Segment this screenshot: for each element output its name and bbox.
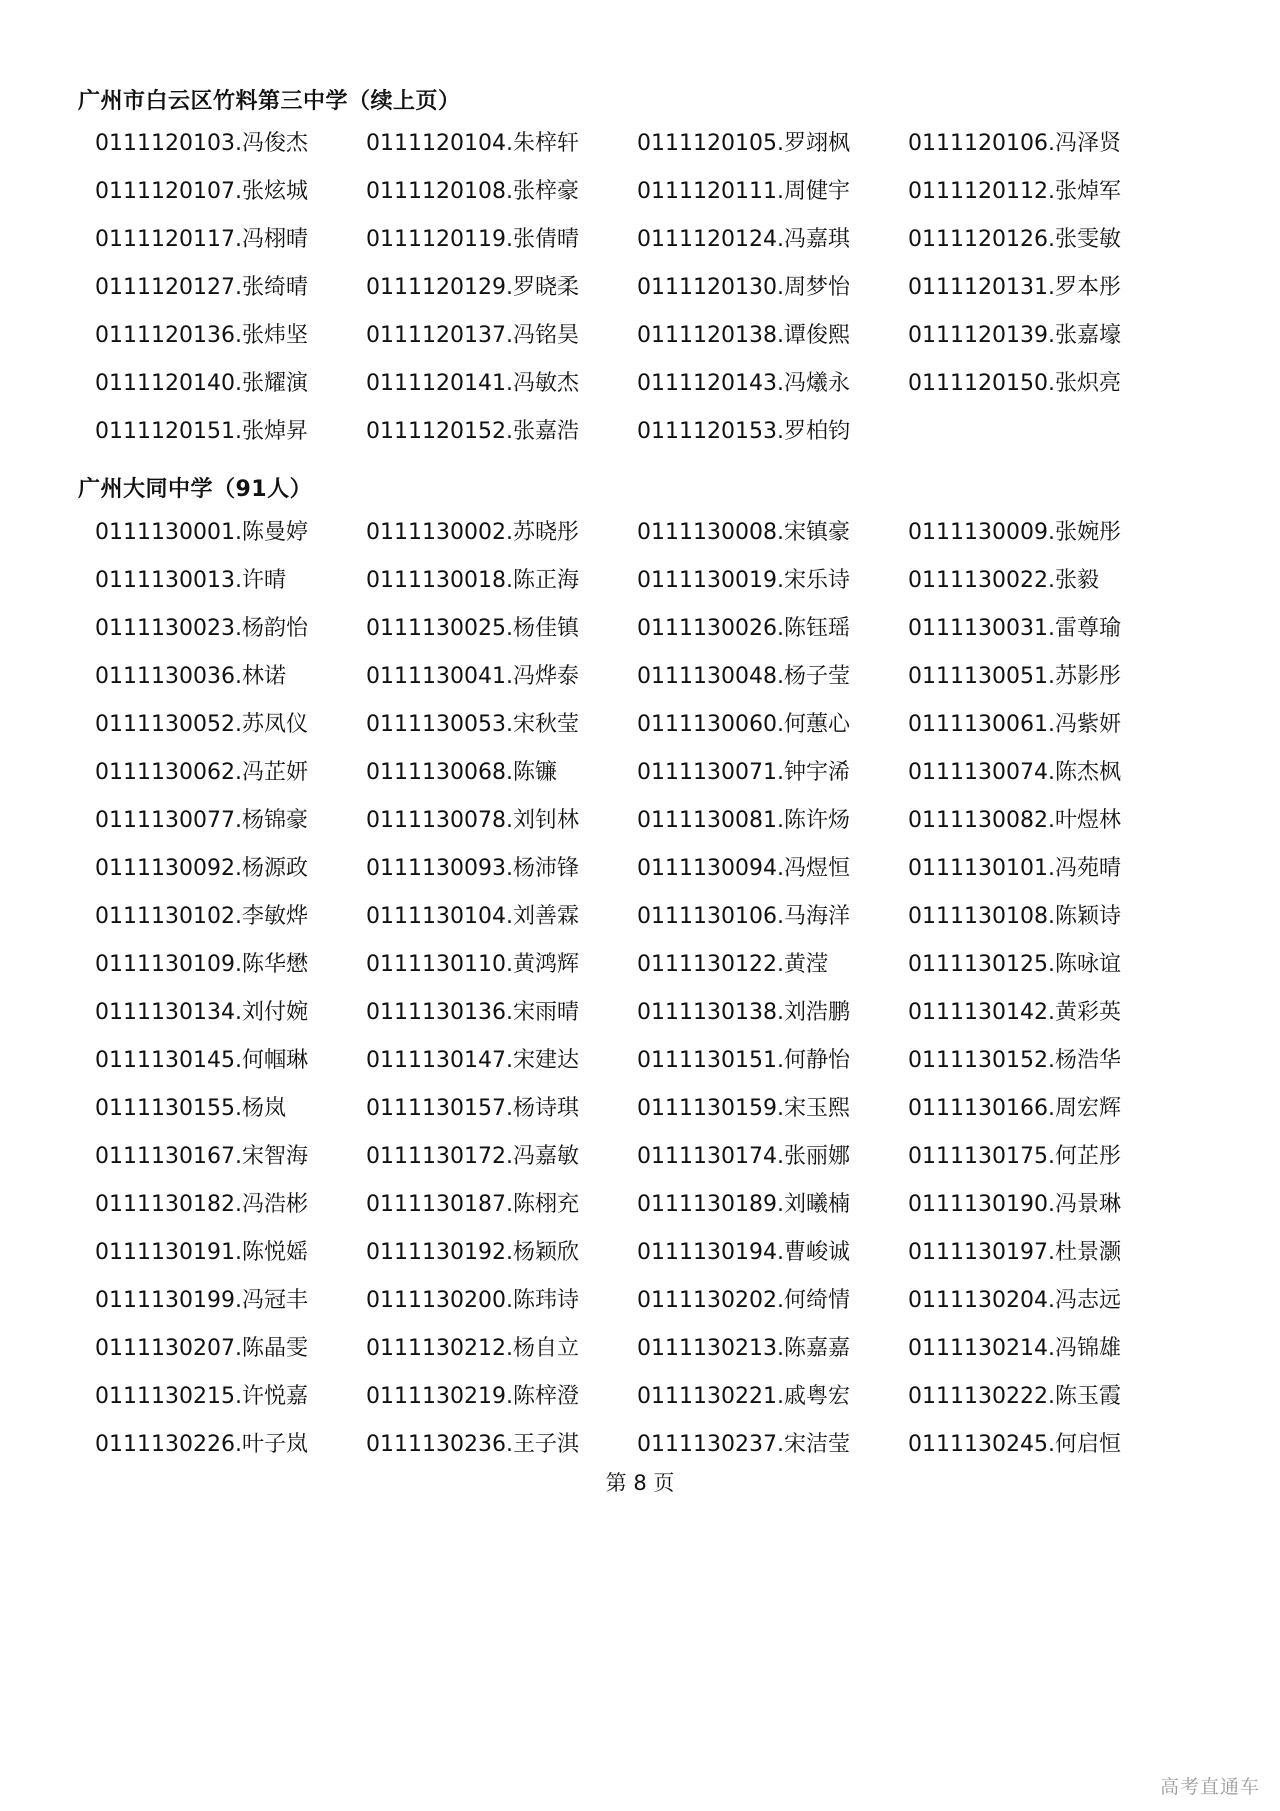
page-number: 第 8 页 bbox=[605, 1471, 675, 1495]
student-entry: 0111130219.陈梓澄 bbox=[366, 1383, 579, 1409]
student-entry: 0111130081.陈许炀 bbox=[637, 807, 850, 833]
student-entry: 0111130109.陈华懋 bbox=[95, 951, 308, 977]
student-entry: 0111130052.苏凤仪 bbox=[95, 711, 308, 737]
student-entry: 0111130051.苏影彤 bbox=[908, 663, 1121, 689]
student-entry: 0111130110.黄鸿辉 bbox=[366, 951, 579, 977]
section-title-datong: 广州大同中学（91人） bbox=[78, 477, 313, 502]
student-entry: 0111120139.张嘉壕 bbox=[908, 322, 1121, 348]
student-entry: 0111130074.陈杰枫 bbox=[908, 759, 1121, 785]
student-entry: 0111120131.罗本彤 bbox=[908, 274, 1121, 300]
student-entry: 0111130036.林诺 bbox=[95, 663, 286, 689]
student-entry: 0111130189.刘曦楠 bbox=[637, 1191, 850, 1217]
student-entry: 0111130214.冯锦雄 bbox=[908, 1335, 1121, 1361]
student-entry: 0111130194.曹峻诚 bbox=[637, 1239, 850, 1265]
student-entry: 0111130159.宋玉熙 bbox=[637, 1095, 850, 1121]
student-entry: 0111130002.苏晓彤 bbox=[366, 519, 579, 545]
student-entry: 0111130031.雷尊瑜 bbox=[908, 615, 1121, 641]
student-list-zhuliao-no3 bbox=[95, 117, 1215, 453]
table-row bbox=[95, 650, 1215, 698]
student-entry: 0111130147.宋建达 bbox=[366, 1047, 579, 1073]
table-row bbox=[95, 1130, 1215, 1178]
student-entry: 0111130221.戚粤宏 bbox=[637, 1383, 850, 1409]
table-row bbox=[95, 117, 1215, 165]
student-entry: 0111130197.杜景灏 bbox=[908, 1239, 1121, 1265]
section-title-zhuliao-no3: 广州市白云区竹料第三中学（续上页） bbox=[78, 89, 461, 114]
student-entry: 0111130019.宋乐诗 bbox=[637, 567, 850, 593]
student-entry: 0111120136.张炜坚 bbox=[95, 322, 308, 348]
student-entry: 0111120107.张炫城 bbox=[95, 178, 308, 204]
student-entry: 0111130207.陈晶雯 bbox=[95, 1335, 308, 1361]
table-row bbox=[95, 938, 1215, 986]
student-entry: 0111130145.何帼琳 bbox=[95, 1047, 308, 1073]
student-entry: 0111120152.张嘉浩 bbox=[366, 418, 579, 444]
student-entry: 0111130190.冯景琳 bbox=[908, 1191, 1121, 1217]
table-row bbox=[95, 213, 1215, 261]
table-row bbox=[95, 554, 1215, 602]
student-entry: 0111120141.冯敏杰 bbox=[366, 370, 579, 396]
student-list-datong bbox=[95, 506, 1215, 1466]
table-row bbox=[95, 1418, 1215, 1466]
student-entry: 0111130192.杨颖欣 bbox=[366, 1239, 579, 1265]
student-entry: 0111130155.杨岚 bbox=[95, 1095, 286, 1121]
student-entry: 0111120138.谭俊熙 bbox=[637, 322, 850, 348]
table-row bbox=[95, 602, 1215, 650]
student-entry: 0111120103.冯俊杰 bbox=[95, 130, 308, 156]
student-entry: 0111120105.罗翊枫 bbox=[637, 130, 850, 156]
student-entry: 0111130013.许晴 bbox=[95, 567, 286, 593]
student-entry: 0111130104.刘善霖 bbox=[366, 903, 579, 929]
student-entry: 0111130202.何绮情 bbox=[637, 1287, 850, 1313]
student-entry: 0111120111.周健宇 bbox=[637, 178, 850, 204]
table-row bbox=[95, 357, 1215, 405]
student-entry: 0111130172.冯嘉敏 bbox=[366, 1143, 579, 1169]
student-entry: 0111130200.陈玮诗 bbox=[366, 1287, 579, 1313]
table-row bbox=[95, 1082, 1215, 1130]
student-entry: 0111130094.冯煜恒 bbox=[637, 855, 850, 881]
student-entry: 0111130213.陈嘉嘉 bbox=[637, 1335, 850, 1361]
table-row bbox=[95, 165, 1215, 213]
student-entry: 0111130026.陈钰瑶 bbox=[637, 615, 850, 641]
student-entry: 0111130101.冯苑晴 bbox=[908, 855, 1121, 881]
student-entry: 0111130048.杨子莹 bbox=[637, 663, 850, 689]
student-entry: 0111130182.冯浩彬 bbox=[95, 1191, 308, 1217]
student-entry: 0111130136.宋雨晴 bbox=[366, 999, 579, 1025]
student-entry: 0111130061.冯紫妍 bbox=[908, 711, 1121, 737]
student-entry: 0111130222.陈玉霞 bbox=[908, 1383, 1121, 1409]
student-entry: 0111130152.杨浩华 bbox=[908, 1047, 1121, 1073]
table-row bbox=[95, 1034, 1215, 1082]
student-entry: 0111130092.杨源政 bbox=[95, 855, 308, 881]
student-entry: 0111120117.冯栩晴 bbox=[95, 226, 308, 252]
student-entry: 0111130018.陈正海 bbox=[366, 567, 579, 593]
student-entry: 0111130009.张婉彤 bbox=[908, 519, 1121, 545]
student-entry: 0111130199.冯冠丰 bbox=[95, 1287, 308, 1313]
student-entry: 0111130062.冯芷妍 bbox=[95, 759, 308, 785]
table-row bbox=[95, 842, 1215, 890]
student-entry: 0111130053.宋秋莹 bbox=[366, 711, 579, 737]
student-entry: 0111130187.陈栩充 bbox=[366, 1191, 579, 1217]
student-entry: 0111130071.钟宇浠 bbox=[637, 759, 850, 785]
table-row bbox=[95, 261, 1215, 309]
table-row bbox=[95, 890, 1215, 938]
table-row bbox=[95, 506, 1215, 554]
student-entry: 0111130093.杨沛锋 bbox=[366, 855, 579, 881]
student-entry: 0111120127.张绮晴 bbox=[95, 274, 308, 300]
student-entry: 0111130108.陈颖诗 bbox=[908, 903, 1121, 929]
student-entry: 0111120119.张倩晴 bbox=[366, 226, 579, 252]
student-entry: 0111130106.马海洋 bbox=[637, 903, 850, 929]
student-entry: 0111130060.何蕙心 bbox=[637, 711, 850, 737]
table-row bbox=[95, 698, 1215, 746]
student-entry: 0111130078.刘钊林 bbox=[366, 807, 579, 833]
table-row bbox=[95, 309, 1215, 357]
student-entry: 0111130023.杨韵怡 bbox=[95, 615, 308, 641]
student-entry: 0111130022.张毅 bbox=[908, 567, 1099, 593]
student-entry: 0111130157.杨诗琪 bbox=[366, 1095, 579, 1121]
student-entry: 0111130025.杨佳镇 bbox=[366, 615, 579, 641]
student-entry: 0111120143.冯爔永 bbox=[637, 370, 850, 396]
student-entry: 0111130236.王子淇 bbox=[366, 1431, 579, 1457]
student-entry: 0111130245.何启恒 bbox=[908, 1431, 1121, 1457]
student-entry: 0111130174.张丽娜 bbox=[637, 1143, 850, 1169]
table-row bbox=[95, 794, 1215, 842]
student-entry: 0111120106.冯泽贤 bbox=[908, 130, 1121, 156]
table-row bbox=[95, 1322, 1215, 1370]
table-row bbox=[95, 405, 1215, 453]
student-entry: 0111120108.张梓豪 bbox=[366, 178, 579, 204]
student-entry: 0111130167.宋智海 bbox=[95, 1143, 308, 1169]
student-entry: 0111120104.朱梓轩 bbox=[366, 130, 579, 156]
student-entry: 0111130102.李敏烨 bbox=[95, 903, 308, 929]
student-entry: 0111120153.罗柏钧 bbox=[637, 418, 850, 444]
student-entry: 0111130001.陈曼婷 bbox=[95, 519, 308, 545]
student-entry: 0111130212.杨自立 bbox=[366, 1335, 579, 1361]
student-entry: 0111130204.冯志远 bbox=[908, 1287, 1121, 1313]
table-row bbox=[95, 1370, 1215, 1418]
table-row bbox=[95, 986, 1215, 1034]
student-entry: 0111130082.叶煜林 bbox=[908, 807, 1121, 833]
table-row bbox=[95, 1226, 1215, 1274]
student-entry: 0111130237.宋洁莹 bbox=[637, 1431, 850, 1457]
student-entry: 0111130125.陈咏谊 bbox=[908, 951, 1121, 977]
student-entry: 0111120150.张炽亮 bbox=[908, 370, 1121, 396]
student-entry: 0111120112.张焯军 bbox=[908, 178, 1121, 204]
table-row bbox=[95, 1274, 1215, 1322]
student-entry: 0111130142.黄彩英 bbox=[908, 999, 1121, 1025]
student-entry: 0111130008.宋镇豪 bbox=[637, 519, 850, 545]
student-entry: 0111130151.何静怡 bbox=[637, 1047, 850, 1073]
student-entry: 0111130068.陈镰 bbox=[366, 759, 557, 785]
student-entry: 0111130138.刘浩鹏 bbox=[637, 999, 850, 1025]
student-entry: 0111130041.冯烨泰 bbox=[366, 663, 579, 689]
student-entry: 0111120124.冯嘉琪 bbox=[637, 226, 850, 252]
student-entry: 0111130134.刘付婉 bbox=[95, 999, 308, 1025]
student-entry: 0111120129.罗晓柔 bbox=[366, 274, 579, 300]
student-entry: 0111120130.周梦怡 bbox=[637, 274, 850, 300]
student-entry: 0111130122.黄滢 bbox=[637, 951, 828, 977]
student-entry: 0111120151.张焯昇 bbox=[95, 418, 308, 444]
student-entry: 0111130226.叶子岚 bbox=[95, 1431, 308, 1457]
student-entry: 0111130215.许悦嘉 bbox=[95, 1383, 308, 1409]
watermark: 高考直通车 bbox=[1159, 1776, 1260, 1798]
student-entry: 0111130175.何芷彤 bbox=[908, 1143, 1121, 1169]
table-row bbox=[95, 1178, 1215, 1226]
student-entry: 0111130191.陈悦媱 bbox=[95, 1239, 308, 1265]
student-entry: 0111120137.冯铭昊 bbox=[366, 322, 579, 348]
student-entry: 0111120140.张耀演 bbox=[95, 370, 308, 396]
student-entry: 0111120126.张雯敏 bbox=[908, 226, 1121, 252]
table-row bbox=[95, 746, 1215, 794]
student-entry: 0111130077.杨锦豪 bbox=[95, 807, 308, 833]
student-entry: 0111130166.周宏辉 bbox=[908, 1095, 1121, 1121]
